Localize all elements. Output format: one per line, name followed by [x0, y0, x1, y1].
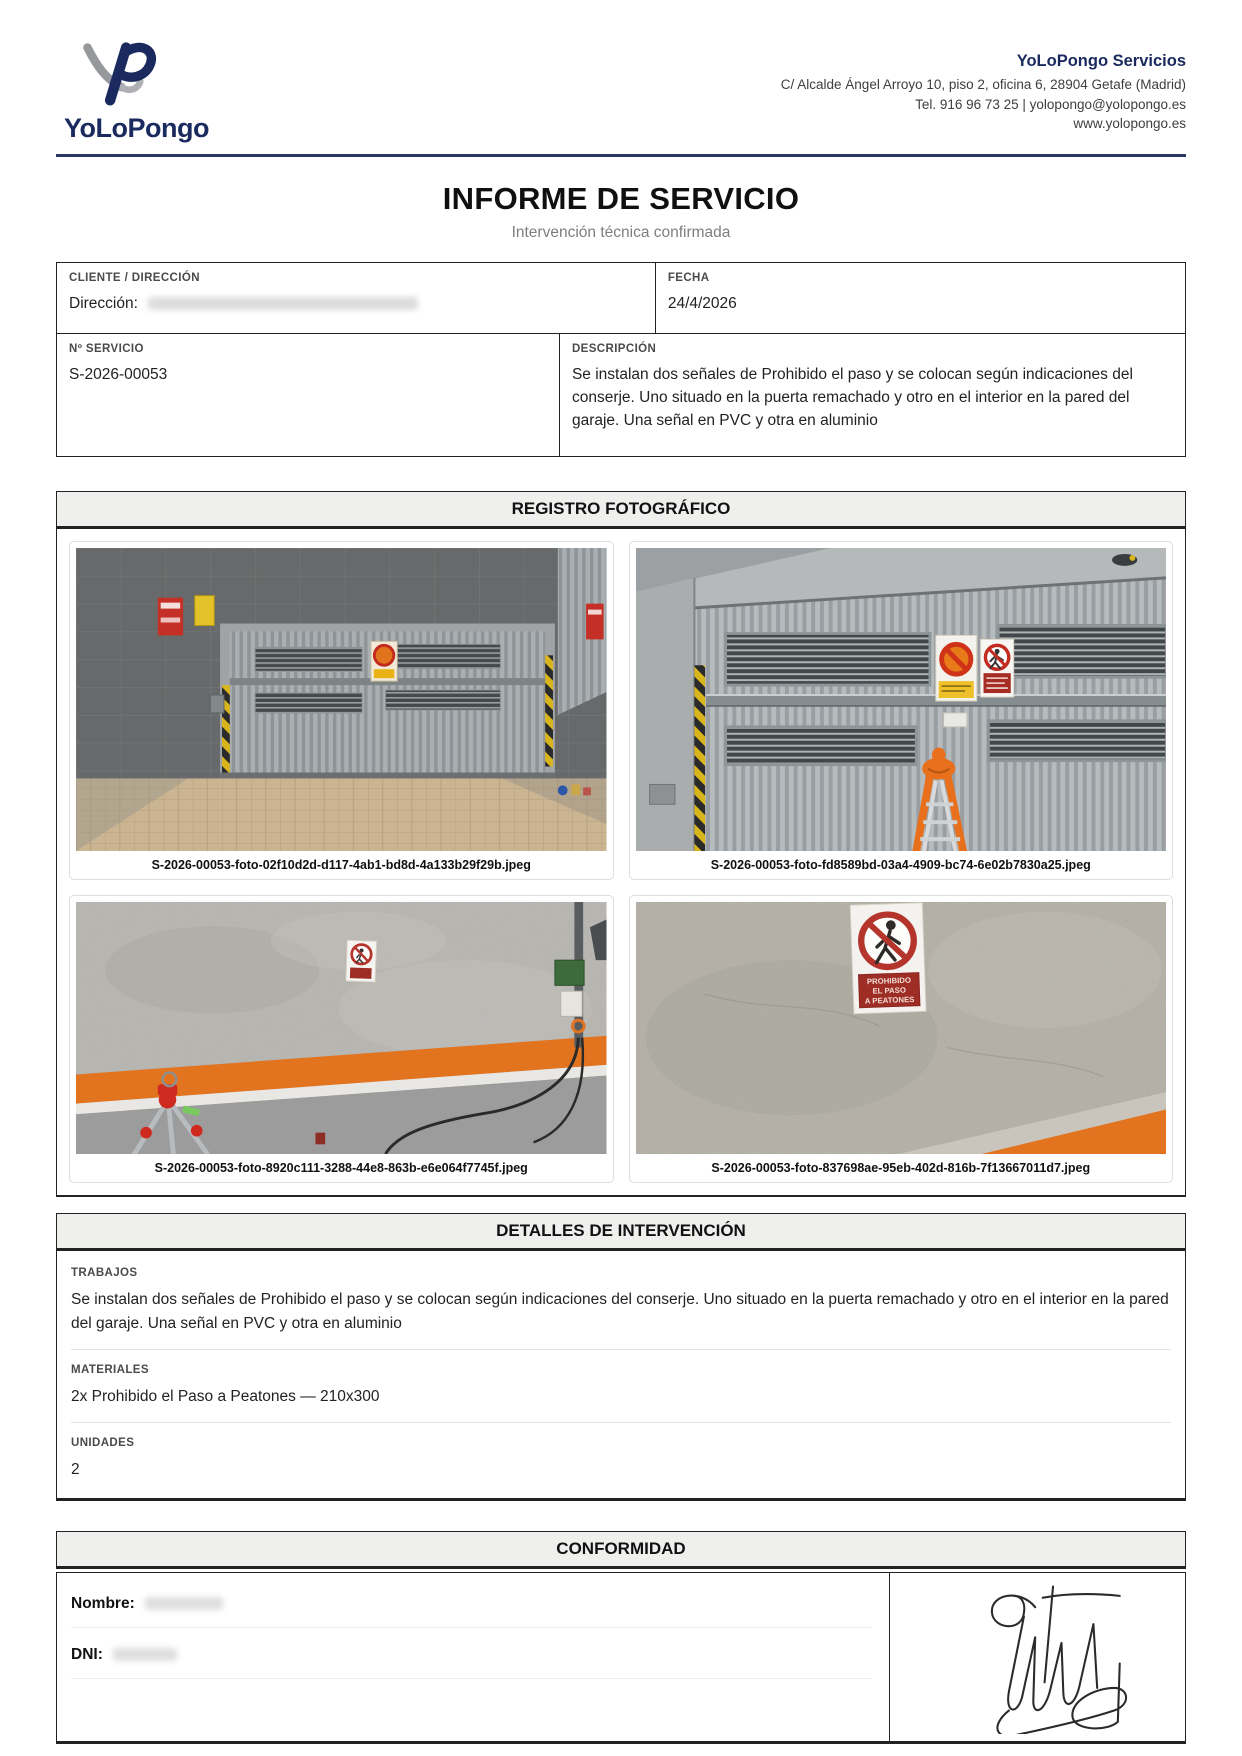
photo-card-3 [69, 895, 614, 1183]
photo-section-header: REGISTRO FOTOGRÁFICO [56, 491, 1186, 529]
address-prefix: Dirección: [69, 295, 138, 312]
company-info-block [781, 38, 1186, 133]
company-logo [56, 38, 209, 144]
date-value: 24/4/2026 [667, 295, 737, 312]
client-label: CLIENTE / DIRECCIÓN [69, 272, 200, 284]
header-divider [56, 154, 1186, 157]
client-date-table [56, 262, 1186, 334]
photo-card-4 [629, 895, 1174, 1183]
yolopongo-logo-icon [64, 40, 160, 106]
dni-label: DNI: [71, 1645, 103, 1663]
service-number-cell [57, 334, 559, 456]
client-value [69, 292, 643, 315]
logo-wordmark: YoLoPongo [64, 113, 209, 143]
sign-text-line-2: EL PASO [871, 985, 906, 996]
photo-card-1 [69, 541, 614, 880]
dni-row [71, 1638, 871, 1679]
details-section-body [56, 1251, 1186, 1501]
report-title: INFORME DE SERVICIO [442, 181, 800, 216]
redacted-dni [113, 1648, 177, 1661]
photo-section-body [56, 529, 1186, 1197]
service-description-table [56, 333, 1186, 457]
client-cell [57, 263, 655, 333]
service-number-label: Nº SERVICIO [69, 342, 144, 355]
photo-1-garage-entrance [76, 548, 607, 851]
company-name: YoLoPongo Servicios [1016, 52, 1186, 70]
materiales-label: MATERIALES [71, 1363, 149, 1376]
photo-1-caption: S-2026-00053-foto-02f10d2d-d117-4ab1-bd8d-4a133b29f29b.jpeg [151, 857, 531, 872]
date-label: FECHA [667, 272, 710, 284]
report-header [56, 38, 1186, 144]
unidades-label: UNIDADES [71, 1436, 135, 1449]
photo-4-sign-wall [636, 902, 1167, 1154]
unidades-section [71, 1422, 1171, 1482]
photo-4-sign [850, 902, 926, 1013]
description-label: DESCRIPCIÓN [571, 342, 657, 355]
photo-3-interior-wall [76, 902, 607, 1154]
photo-2-caption: S-2026-00053-foto-fd8589bd-03a4-4909-bc74-6e02b7830a25.jpeg [710, 857, 1091, 872]
unidades-value: 2 [71, 1460, 80, 1478]
signature-scribble [923, 1579, 1153, 1734]
photo-grid [69, 541, 1173, 1183]
trabajos-value: Se instalan dos señales de Prohibido el paso y se colocan según indicaciones del conserje. Uno situado en la puerta remachado y otro en el interior en la pared del garaje. Una señal en PVC y otra en aluminio [71, 1290, 1169, 1332]
details-section-header: DETALLES DE INTERVENCIÓN [56, 1213, 1186, 1251]
service-number-value: S-2026-00053 [69, 365, 168, 383]
redacted-address [148, 297, 418, 310]
redacted-name [145, 1597, 223, 1610]
photo-card-2 [629, 541, 1174, 880]
description-value: Se instalan dos señales de Prohibido el paso y se colocan según indicaciones del conserje. Uno situado en la puerta remachado y otro en el interior en la pared del garaje. Una señal en PVC y otra en aluminio [571, 365, 1133, 429]
date-cell [655, 263, 1185, 333]
company-address: C/ Alcalde Ángel Arroyo 10, piso 2, oficina 6, 28904 Getafe (Madrid) [780, 77, 1186, 93]
signature-area [890, 1573, 1185, 1741]
report-subtitle: Intervención técnica confirmada [511, 224, 731, 241]
materiales-value: 2x Prohibido el Paso a Peatones — 210x300 [71, 1387, 380, 1405]
trabajos-label: TRABAJOS [71, 1266, 138, 1279]
company-website: www.yolopongo.es [1073, 115, 1186, 131]
description-cell [559, 334, 1185, 456]
sign-text-line-3: A PEATONES [864, 994, 915, 1006]
nombre-label: Nombre: [71, 1594, 135, 1612]
sign-text-line-1: PROHIBIDO [866, 975, 911, 986]
company-contact: Tel. 916 96 73 25 | yolopongo@yolopongo.es [915, 96, 1186, 112]
photo-3-caption: S-2026-00053-foto-8920c111-3288-44e8-863b-e6e064f7745f.jpeg [154, 1160, 528, 1175]
photo-4-caption: S-2026-00053-foto-837698ae-95eb-402d-816b-7f13667011d7.jpeg [711, 1160, 1091, 1175]
conformity-section-body [56, 1572, 1186, 1744]
conformity-section-header: CONFORMIDAD [56, 1531, 1186, 1569]
photo-2-door-closeup [636, 548, 1167, 851]
conformity-fields [57, 1573, 890, 1741]
nombre-row [71, 1587, 871, 1628]
photo-3-sign [346, 940, 377, 982]
materiales-section [71, 1349, 1171, 1409]
